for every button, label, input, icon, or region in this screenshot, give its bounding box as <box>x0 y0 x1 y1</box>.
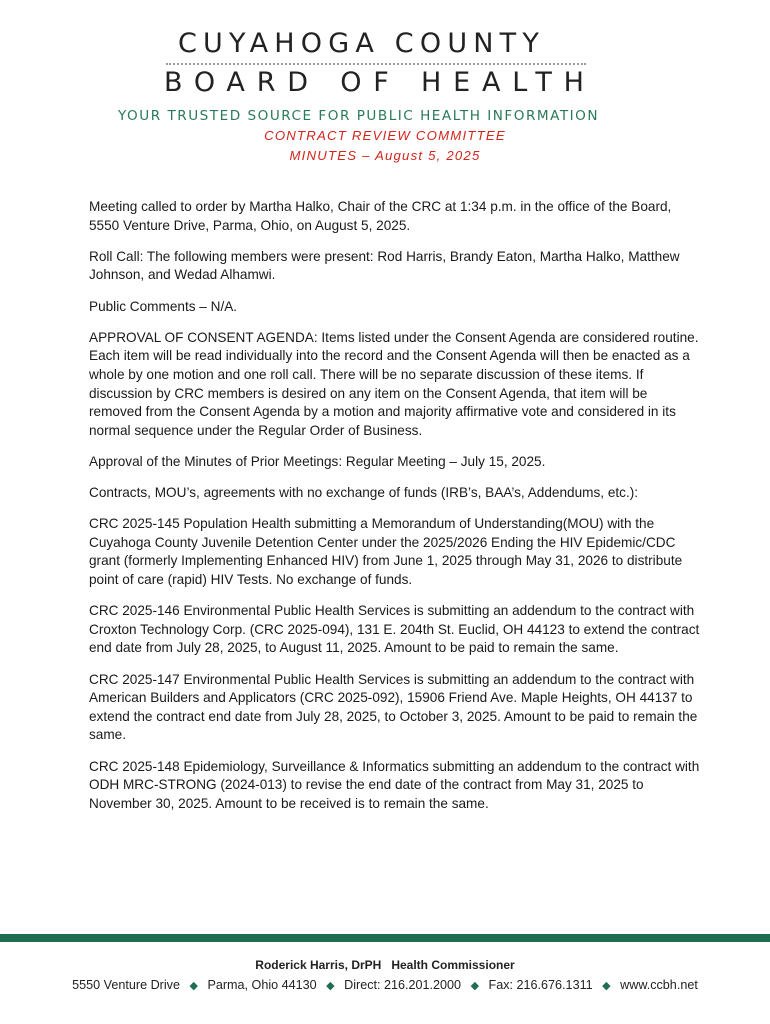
footer-commissioner <box>0 958 770 972</box>
paragraph-crc-148: CRC 2025-148 Epidemiology, Surveillance & Informatics submitting an addendum to the contract with ODH MRC-STRONG (2024-013) to revise the end date of the contract from May 31, 2025 to November 30, 2025. Amount to be received is to remain the same. <box>89 758 700 811</box>
board-name: BOARD OF HEALTH <box>164 67 596 98</box>
paragraph-public-comments: Public Comments – N/A. <box>89 298 238 314</box>
letterhead-divider <box>166 63 586 65</box>
diamond-icon: ◆ <box>602 980 611 992</box>
paragraph-prior-minutes: Approval of the Minutes of Prior Meetings: Regular Meeting – July 15, 2025. <box>89 453 546 469</box>
diamond-icon: ◆ <box>470 980 480 992</box>
county-name: CUYAHOGA COUNTY <box>178 28 546 59</box>
footer-contact <box>0 978 770 992</box>
commissioner-name: Roderick Harris, DrPH <box>255 958 382 972</box>
paragraph-crc-145: CRC 2025-145 Population Health submitting a Memorandum of Understanding(MOU) with the Cuyahoga County Juvenile Detention Center under the 2025/2026 Ending the HIV Epidemic/CDC grant (formerly Implementing Enhanced HIV) from June 1, 2025 through May 31, 2026 to distribute point of care (rapid) HIV Tests. No exchange of funds. <box>89 516 683 588</box>
paragraph-contracts-heading: Contracts, MOU’s, agreements with no exchange of funds (IRB’s, BAA’s, Addendums, etc.): <box>89 485 639 501</box>
paragraph-roll-call: Roll Call: The following members were present: Rod Harris, Brandy Eaton, Martha Halko, Matthew Johnson, and Wedad Alhamwi. <box>89 248 680 283</box>
footer-address: 5550 Venture Drive <box>72 978 180 992</box>
paragraph-crc-146: CRC 2025-146 Environmental Public Health Services is submitting an addendum to the contract with Croxton Technology Corp. (CRC 2025-094), 131 E. 204th St. Euclid, OH 44123 to extend the contract end date from July 28, 2025, to August 11, 2025. Amount to be paid to remain the same. <box>89 603 700 656</box>
diamond-icon: ◆ <box>189 980 198 992</box>
commissioner-role: Health Commissioner <box>391 958 515 972</box>
paragraph-consent-agenda: APPROVAL OF CONSENT AGENDA: Items listed under the Consent Agenda are considered routine. Each item will be read individually into the record and the Consent Agenda will then be enacted as a whole by one motion and one roll call. There will be no separate discussion of these items. If discussion by CRC members is desired on any item on the Consent Agenda, that item will be removed from the Consent Agenda by a motion and majority affirmative vote and considered in its normal sequence under the Regular Order of Business. <box>89 329 699 438</box>
minutes-body <box>89 198 701 826</box>
footer-city: Parma, Ohio 44130 <box>207 978 317 992</box>
diamond-icon: ◆ <box>326 980 335 992</box>
tagline: YOUR TRUSTED SOURCE FOR PUBLIC HEALTH INFORMATION <box>118 108 600 124</box>
footer-fax: Fax: 216.676.1311 <box>488 978 593 992</box>
footer-divider <box>0 934 770 942</box>
paragraph-crc-147: CRC 2025-147 Environmental Public Health Services is submitting an addendum to the contract with American Builders and Applicators (CRC 2025-092), 15906 Friend Ave. Maple Heights, OH 44137 to extend the contract end date from July 28, 2025, to October 3, 2025. Amount to be paid to remain the same. <box>89 671 698 743</box>
document-title: CONTRACT REVIEW COMMITTEE <box>264 128 506 143</box>
footer-direct: Direct: 216.201.2000 <box>344 978 462 992</box>
paragraph-call-to-order: Meeting called to order by Martha Halko, Chair of the CRC at 1:34 p.m. in the office of the Board, 5550 Venture Drive, Parma, Ohio, on August 5, 2025. <box>89 199 672 233</box>
document-subtitle: MINUTES – August 5, 2025 <box>289 148 481 163</box>
footer-website[interactable]: www.ccbh.net <box>620 978 698 992</box>
